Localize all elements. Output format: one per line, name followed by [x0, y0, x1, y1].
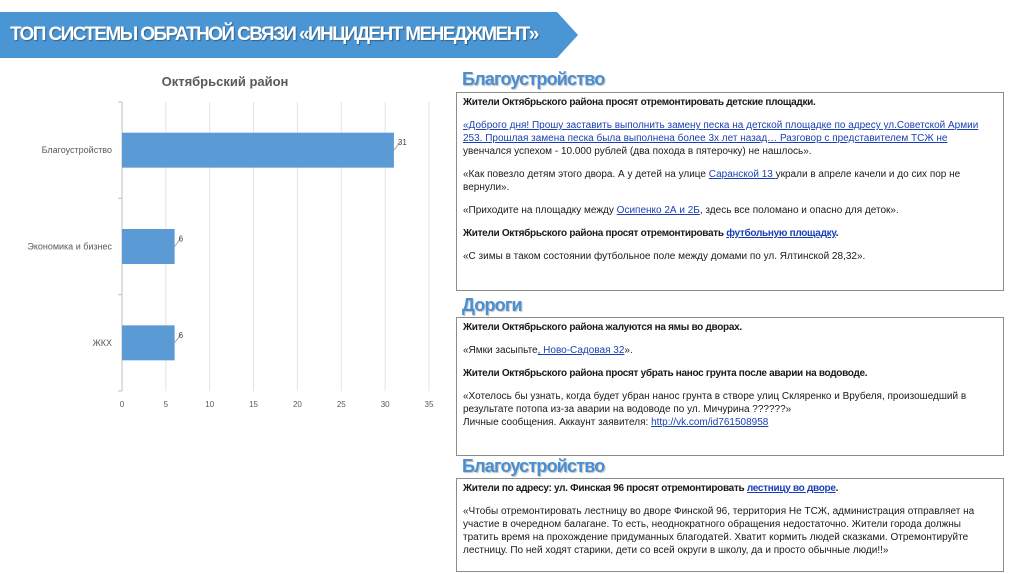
- quote: «Хотелось бы узнать, когда будет убран нанос грунта в створе улиц Скляренко и Врубеля, произошедший в результате потопа из-за аварии на водоводе по ул. Мичурина ??????»: [463, 391, 967, 415]
- section-lead: Жители по адресу: ул. Финская 96 просят отремонтировать лестницу во дворе.: [463, 483, 839, 494]
- category-label: ЖКХ: [92, 337, 112, 348]
- category-label: Экономика и бизнес: [27, 241, 112, 252]
- address-link[interactable]: , Ново-Садовая 32: [537, 345, 625, 356]
- quote: «Ямки засыпьте, Ново-Садовая 32».: [463, 345, 633, 356]
- quote: «Как повезло детям этого двора. А у детей на улице Саранской 13 украли в апреле качели и до сих пор не вернули».: [463, 169, 961, 193]
- section-lead: Жители Октябрьского района жалуются на ямы во дворах.: [463, 322, 742, 333]
- x-tick-label: 5: [163, 400, 169, 409]
- bar: [122, 229, 175, 264]
- bar: [122, 325, 175, 360]
- x-tick-label: 15: [249, 400, 259, 409]
- vk-profile-link[interactable]: http://vk.com/id761508958: [651, 417, 769, 428]
- account-line: Личные сообщения. Аккаунт заявителя: http://vk.com/id761508958: [463, 417, 769, 428]
- quote: «Доброго дня! Прошу заставить выполнить замену песка на детской площадке по адресу ул.Советской Армии 253. Прошлая замена песка была выполнена более 3х лет назад… Разговор с представителем ТСЖ не увенчался успехом - 10.000 рублей (два похода в пятерочку) не нашлось».: [463, 120, 979, 157]
- x-tick-label: 35: [424, 400, 434, 409]
- quote: «Приходите на площадку между Осипенко 2А и 2Б, здесь все поломано и опасно для деток».: [463, 205, 899, 216]
- quote: «Чтобы отремонтировать лестницу во дворе Финской 96, территория Не ТСЖ, администрация отправляет на участие в очередном балагане. То есть, неоднократного обращения недостаточно. Жители города должны тратить время на прохождение придуманных благодатей. Хватит кормить людей сказками. Отремонтируйте лестницу. По ней ходят старики, дети со всей округи в школу, да и просто обычные люди!!»: [463, 506, 975, 556]
- x-tick-label: 25: [336, 400, 346, 409]
- quote-link[interactable]: «Доброго дня! Прошу заставить выполнить замену песка на детской площадке по адресу ул.Советской Армии 253. Прошлая замена песка была выполнена более 3х лет назад… Разговор с представителем ТСЖ не: [463, 120, 979, 144]
- section-heading-landscaping-2: Благоустройство: [462, 456, 605, 476]
- section-heading-roads: Дороги: [462, 295, 522, 315]
- section-box-landscaping-1: [456, 92, 1004, 291]
- x-tick-label: 20: [292, 400, 302, 409]
- chart-title: Октябрьский район: [161, 74, 289, 89]
- address-link[interactable]: Осипенко 2А и 2Б: [616, 205, 700, 216]
- x-tick-label: 0: [119, 400, 125, 409]
- football-field-link[interactable]: футбольную площадку: [726, 228, 836, 239]
- address-link[interactable]: Саранской 13: [708, 169, 776, 180]
- title-banner: [0, 12, 580, 58]
- section-heading-landscaping-1: Благоустройство: [462, 69, 605, 89]
- section-lead: Жители Октябрьского района просят отремонтировать футбольную площадку.: [463, 228, 839, 239]
- x-tick-label: 30: [380, 400, 390, 409]
- x-tick-label: 10: [205, 400, 215, 409]
- data-label: 6: [178, 234, 184, 244]
- data-label: 31: [397, 138, 407, 148]
- section-box-roads: [456, 317, 1004, 456]
- stairs-link[interactable]: лестницу во дворе: [746, 483, 836, 494]
- bar-chart: [0, 66, 450, 426]
- chart-svg: [0, 66, 450, 426]
- category-label: Благоустройство: [41, 145, 112, 156]
- data-label: 6: [178, 330, 184, 340]
- section-lead: Жители Октябрьского района просят убрать нанос грунта после аварии на водоводе.: [463, 368, 868, 379]
- section-box-landscaping-2: [456, 478, 1004, 572]
- page-title: ТОП СИСТЕМЫ ОБРАТНОЙ СВЯЗИ «ИНЦИДЕНТ МЕНЕДЖМЕНТ»: [10, 24, 538, 45]
- section-lead: Жители Октябрьского района просят отремонтировать детские площадки.: [463, 97, 816, 108]
- bar: [122, 133, 394, 168]
- quote: «С зимы в таком состоянии футбольное поле между домами по ул. Ялтинской 28,32».: [463, 251, 866, 262]
